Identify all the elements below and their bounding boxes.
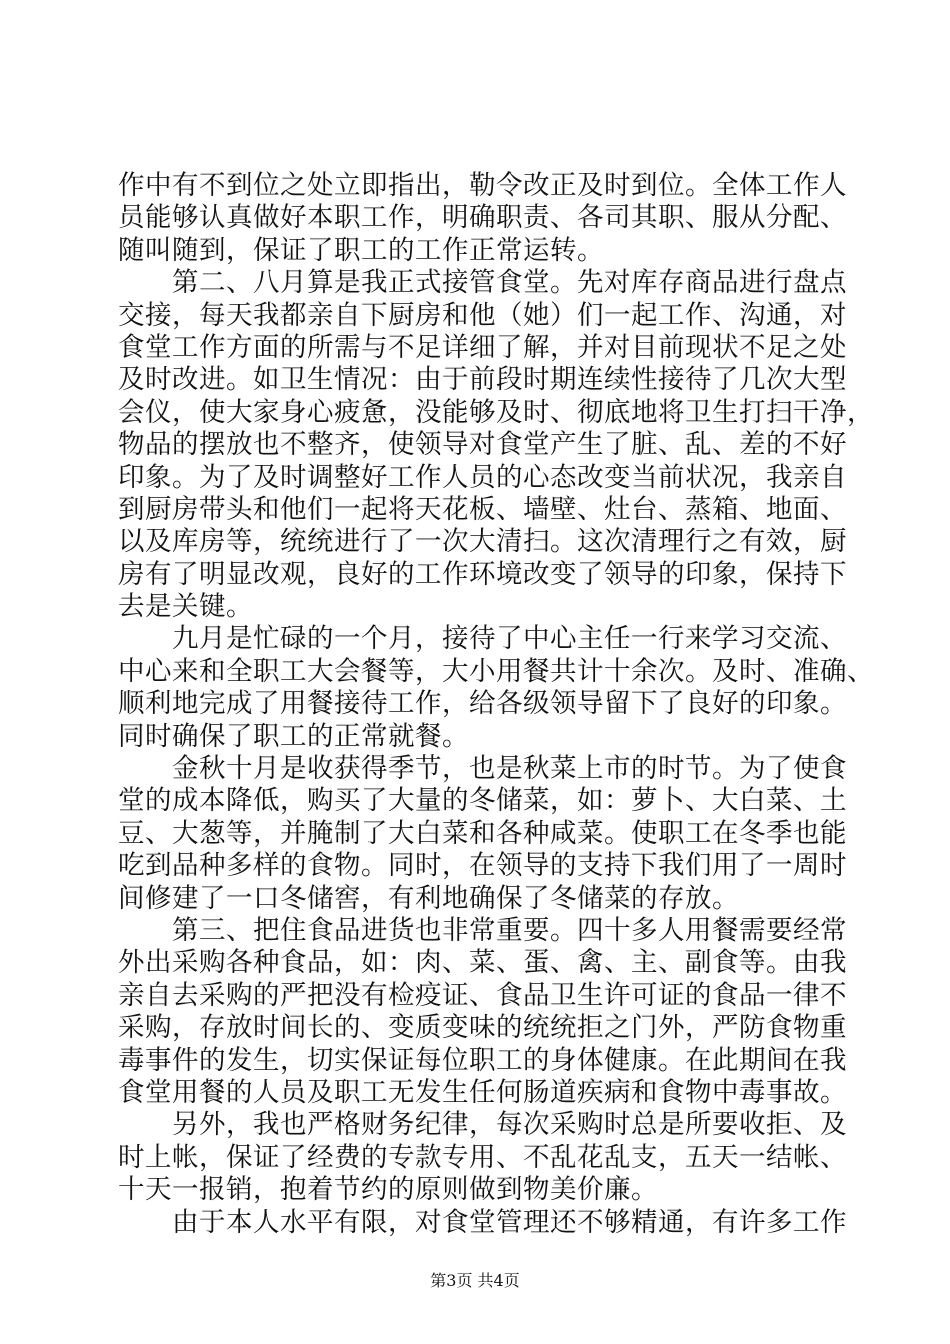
text-line: 顺利地完成了用餐接待工作，给各级领导留下了良好的印象。 <box>118 688 847 720</box>
text-line: 另外，我也严格财务纪律，每次采购时总是所要收拒、及 <box>118 1109 847 1141</box>
text-line: 毒事件的发生，切实保证每位职工的身体健康。在此期间在我 <box>118 1044 847 1076</box>
text-line: 九月是忙碌的一个月，接待了中心主任一行来学习交流、 <box>118 623 847 655</box>
text-line: 豆、大葱等，并腌制了大白菜和各种咸菜。使职工在冬季也能 <box>118 817 847 849</box>
text-line: 时上帐，保证了经费的专款专用、不乱花乱支，五天一结帐、 <box>118 1141 847 1173</box>
text-line: 同时确保了职工的正常就餐。 <box>118 720 469 752</box>
text-line: 会仪，使大家身心疲惫，没能够及时、彻底地将卫生打扫干净， <box>118 396 874 428</box>
text-line: 采购，存放时间长的、变质变味的统统拒之门外，严防食物重 <box>118 1012 847 1044</box>
text-line: 交接，每天我都亲自下厨房和他（她）们一起工作、沟通，对 <box>118 299 847 331</box>
text-line: 以及库房等，统统进行了一次大清扫。这次清理行之有效，厨 <box>118 526 847 558</box>
text-line: 房有了明显改观，良好的工作环境改变了领导的印象，保持下 <box>118 558 847 590</box>
text-line: 十天一报销，抱着节约的原则做到物美价廉。 <box>118 1174 658 1206</box>
text-line: 食堂用餐的人员及职工无发生任何肠道疾病和食物中毒事故。 <box>118 1076 847 1108</box>
text-line: 随叫随到，保证了职工的工作正常运转。 <box>118 234 604 266</box>
text-line: 作中有不到位之处立即指出，勒令改正及时到位。全体工作人 <box>118 170 847 201</box>
text-line: 亲自去采购的严把没有检疫证、食品卫生许可证的食品一律不 <box>118 979 847 1011</box>
document-body <box>118 170 874 1239</box>
text-line: 间修建了一口冬储窖，有利地确保了冬储菜的存放。 <box>118 882 739 914</box>
text-line: 第二、八月算是我正式接管食堂。先对库存商品进行盘点 <box>118 267 847 299</box>
text-line: 到厨房带头和他们一起将天花板、墙壁、灶台、蒸箱、地面、 <box>118 493 847 525</box>
text-line: 印象。为了及时调整好工作人员的心态改变当前状况，我亲自 <box>118 461 847 493</box>
text-line: 中心来和全职工大会餐等，大小用餐共计十余次。及时、准确、 <box>118 655 874 687</box>
text-line: 去是关键。 <box>118 591 253 623</box>
text-line: 员能够认真做好本职工作，明确职责、各司其职、服从分配、 <box>118 202 847 234</box>
text-line: 外出采购各种食品，如：肉、菜、蛋、禽、主、副食等。由我 <box>118 947 847 979</box>
page-number-footer: 第3页 共4页 <box>430 1271 520 1290</box>
text-line: 及时改进。如卫生情况：由于前段时期连续性接待了几次大型 <box>118 364 847 396</box>
text-line: 由于本人水平有限，对食堂管理还不够精通，有许多工作 <box>118 1206 847 1238</box>
text-line: 吃到品种多样的食物。同时，在领导的支持下我们用了一周时 <box>118 850 847 882</box>
text-line: 第三、把住食品进货也非常重要。四十多人用餐需要经常 <box>118 914 847 946</box>
text-line: 食堂工作方面的所需与不足详细了解，并对目前现状不足之处 <box>118 331 847 363</box>
text-line: 物品的摆放也不整齐，使领导对食堂产生了脏、乱、差的不好 <box>118 429 847 461</box>
text-line: 堂的成本降低，购买了大量的冬储菜，如：萝卜、大白菜、土 <box>118 785 847 817</box>
text-line: 金秋十月是收获得季节，也是秋菜上市的时节。为了使食 <box>118 753 847 785</box>
